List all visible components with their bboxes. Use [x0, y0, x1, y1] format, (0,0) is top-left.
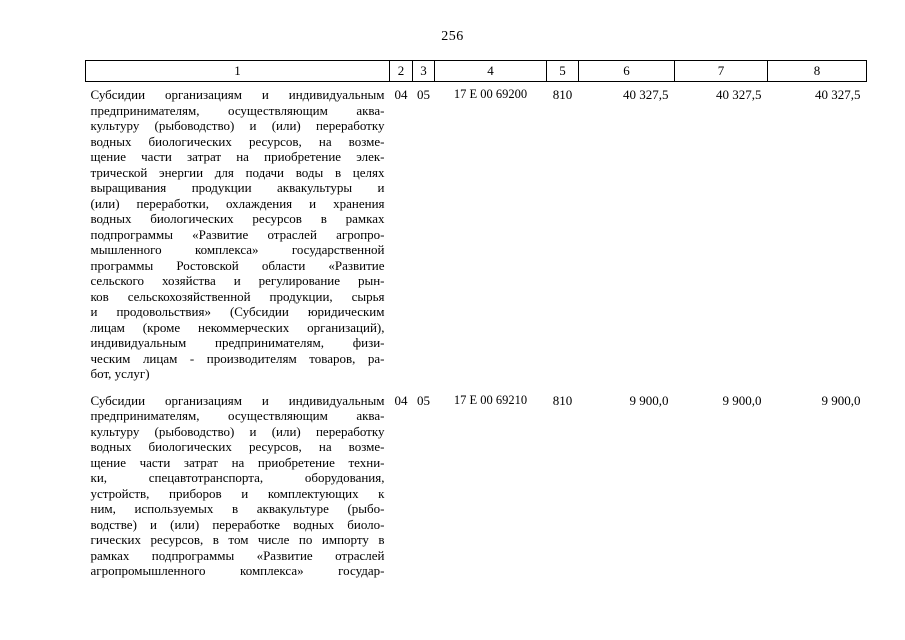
row-sum-2: 9 900,0	[722, 392, 762, 408]
header-row	[86, 61, 867, 82]
description-line: культуру (рыбоводство) и (или) переработку	[90, 118, 385, 133]
row-sum-1: 40 327,5	[623, 87, 669, 102]
row-vr: 810	[552, 392, 573, 408]
row-rz: 04	[394, 392, 408, 408]
row-description	[86, 388, 390, 579]
col-header-6: 6	[579, 61, 675, 82]
description-line: подпрограммы «Развитие отраслей агропро-	[90, 226, 385, 242]
page-number: 256	[441, 29, 464, 44]
row-pr: 05	[417, 87, 430, 102]
description-line: ним, используемых в аквакультуре (рыбо-	[90, 501, 385, 516]
description-line: щение части затрат на приобретение техни-	[90, 454, 385, 470]
description-line: (или) переработки, охлаждения и хранения	[90, 195, 385, 211]
description-line: сельского хозяйства и регулирование рын-	[90, 273, 385, 288]
table-row	[86, 82, 867, 388]
description-line: гических ресурсов, в том числе по импорту в	[90, 532, 385, 547]
description-line: трической энергии для подачи воды в целях	[90, 164, 385, 180]
description-line: агропромышленного комплекса» государ-	[90, 563, 385, 578]
description-line: мышленного комплекса» государственной	[90, 242, 385, 257]
description-line: Субсидии организациям и индивидуальным	[90, 87, 385, 102]
description-line: предпринимателям, осуществляющим аква-	[90, 408, 385, 423]
description-line: водных биологических ресурсов, на возме-	[90, 133, 385, 149]
row-vr: 810	[552, 87, 573, 102]
description-line: лицам (кроме некоммерческих организаций),	[90, 319, 385, 335]
budget-table	[85, 60, 867, 579]
row-kcsr: 17 Е 00 69210	[453, 392, 528, 407]
description-line: ческим лицам - производителям товаров, ра-	[90, 350, 385, 366]
row-rz: 04	[394, 87, 408, 102]
row-pr: 05	[417, 392, 430, 408]
row-sum-2: 40 327,5	[716, 87, 762, 102]
description-line: предпринимателям, осуществляющим аква-	[90, 102, 385, 118]
description-line: Субсидии организациям и индивидуальным	[90, 392, 385, 408]
col-header-8: 8	[768, 61, 867, 82]
row-sum-3: 9 900,0	[821, 392, 861, 408]
description-line: культуру (рыбоводство) и (или) переработку	[90, 423, 385, 439]
description-line: ков сельскохозяйственной продукции, сырья	[90, 288, 385, 304]
description-line: водстве) и (или) переработке водных биоло-	[90, 516, 385, 532]
row-description	[86, 82, 390, 388]
description-line: бот, услуг)	[90, 366, 150, 381]
description-line: ки, спецавтотранспорта, оборудования,	[90, 470, 385, 485]
col-header-7: 7	[675, 61, 768, 82]
description-line: рамках подпрограммы «Развитие отраслей	[90, 547, 385, 563]
description-line: выращивания продукции аквакультуры и	[90, 180, 385, 195]
description-line: щение части затрат на приобретение элек-	[90, 149, 385, 164]
col-header-3: 3	[413, 61, 435, 82]
description-line: программы Ростовской области «Развитие	[90, 257, 385, 273]
description-line: и продовольствия» (Субсидии юридическим	[90, 304, 385, 319]
table-row	[86, 388, 867, 579]
row-sum-1: 9 900,0	[629, 392, 669, 408]
description-line: водных биологических ресурсов в рамках	[90, 211, 385, 226]
description-line: индивидуальным предпринимателям, физи-	[90, 335, 385, 350]
col-header-1: 1	[86, 61, 390, 82]
col-header-5: 5	[547, 61, 579, 82]
row-kcsr: 17 Е 00 69200	[453, 87, 528, 101]
description-line: устройств, приборов и комплектующих к	[90, 485, 385, 501]
row-sum-3: 40 327,5	[815, 87, 861, 102]
description-line: водных биологических ресурсов, на возме-	[90, 439, 385, 454]
col-header-4: 4	[435, 61, 547, 82]
col-header-2: 2	[390, 61, 413, 82]
